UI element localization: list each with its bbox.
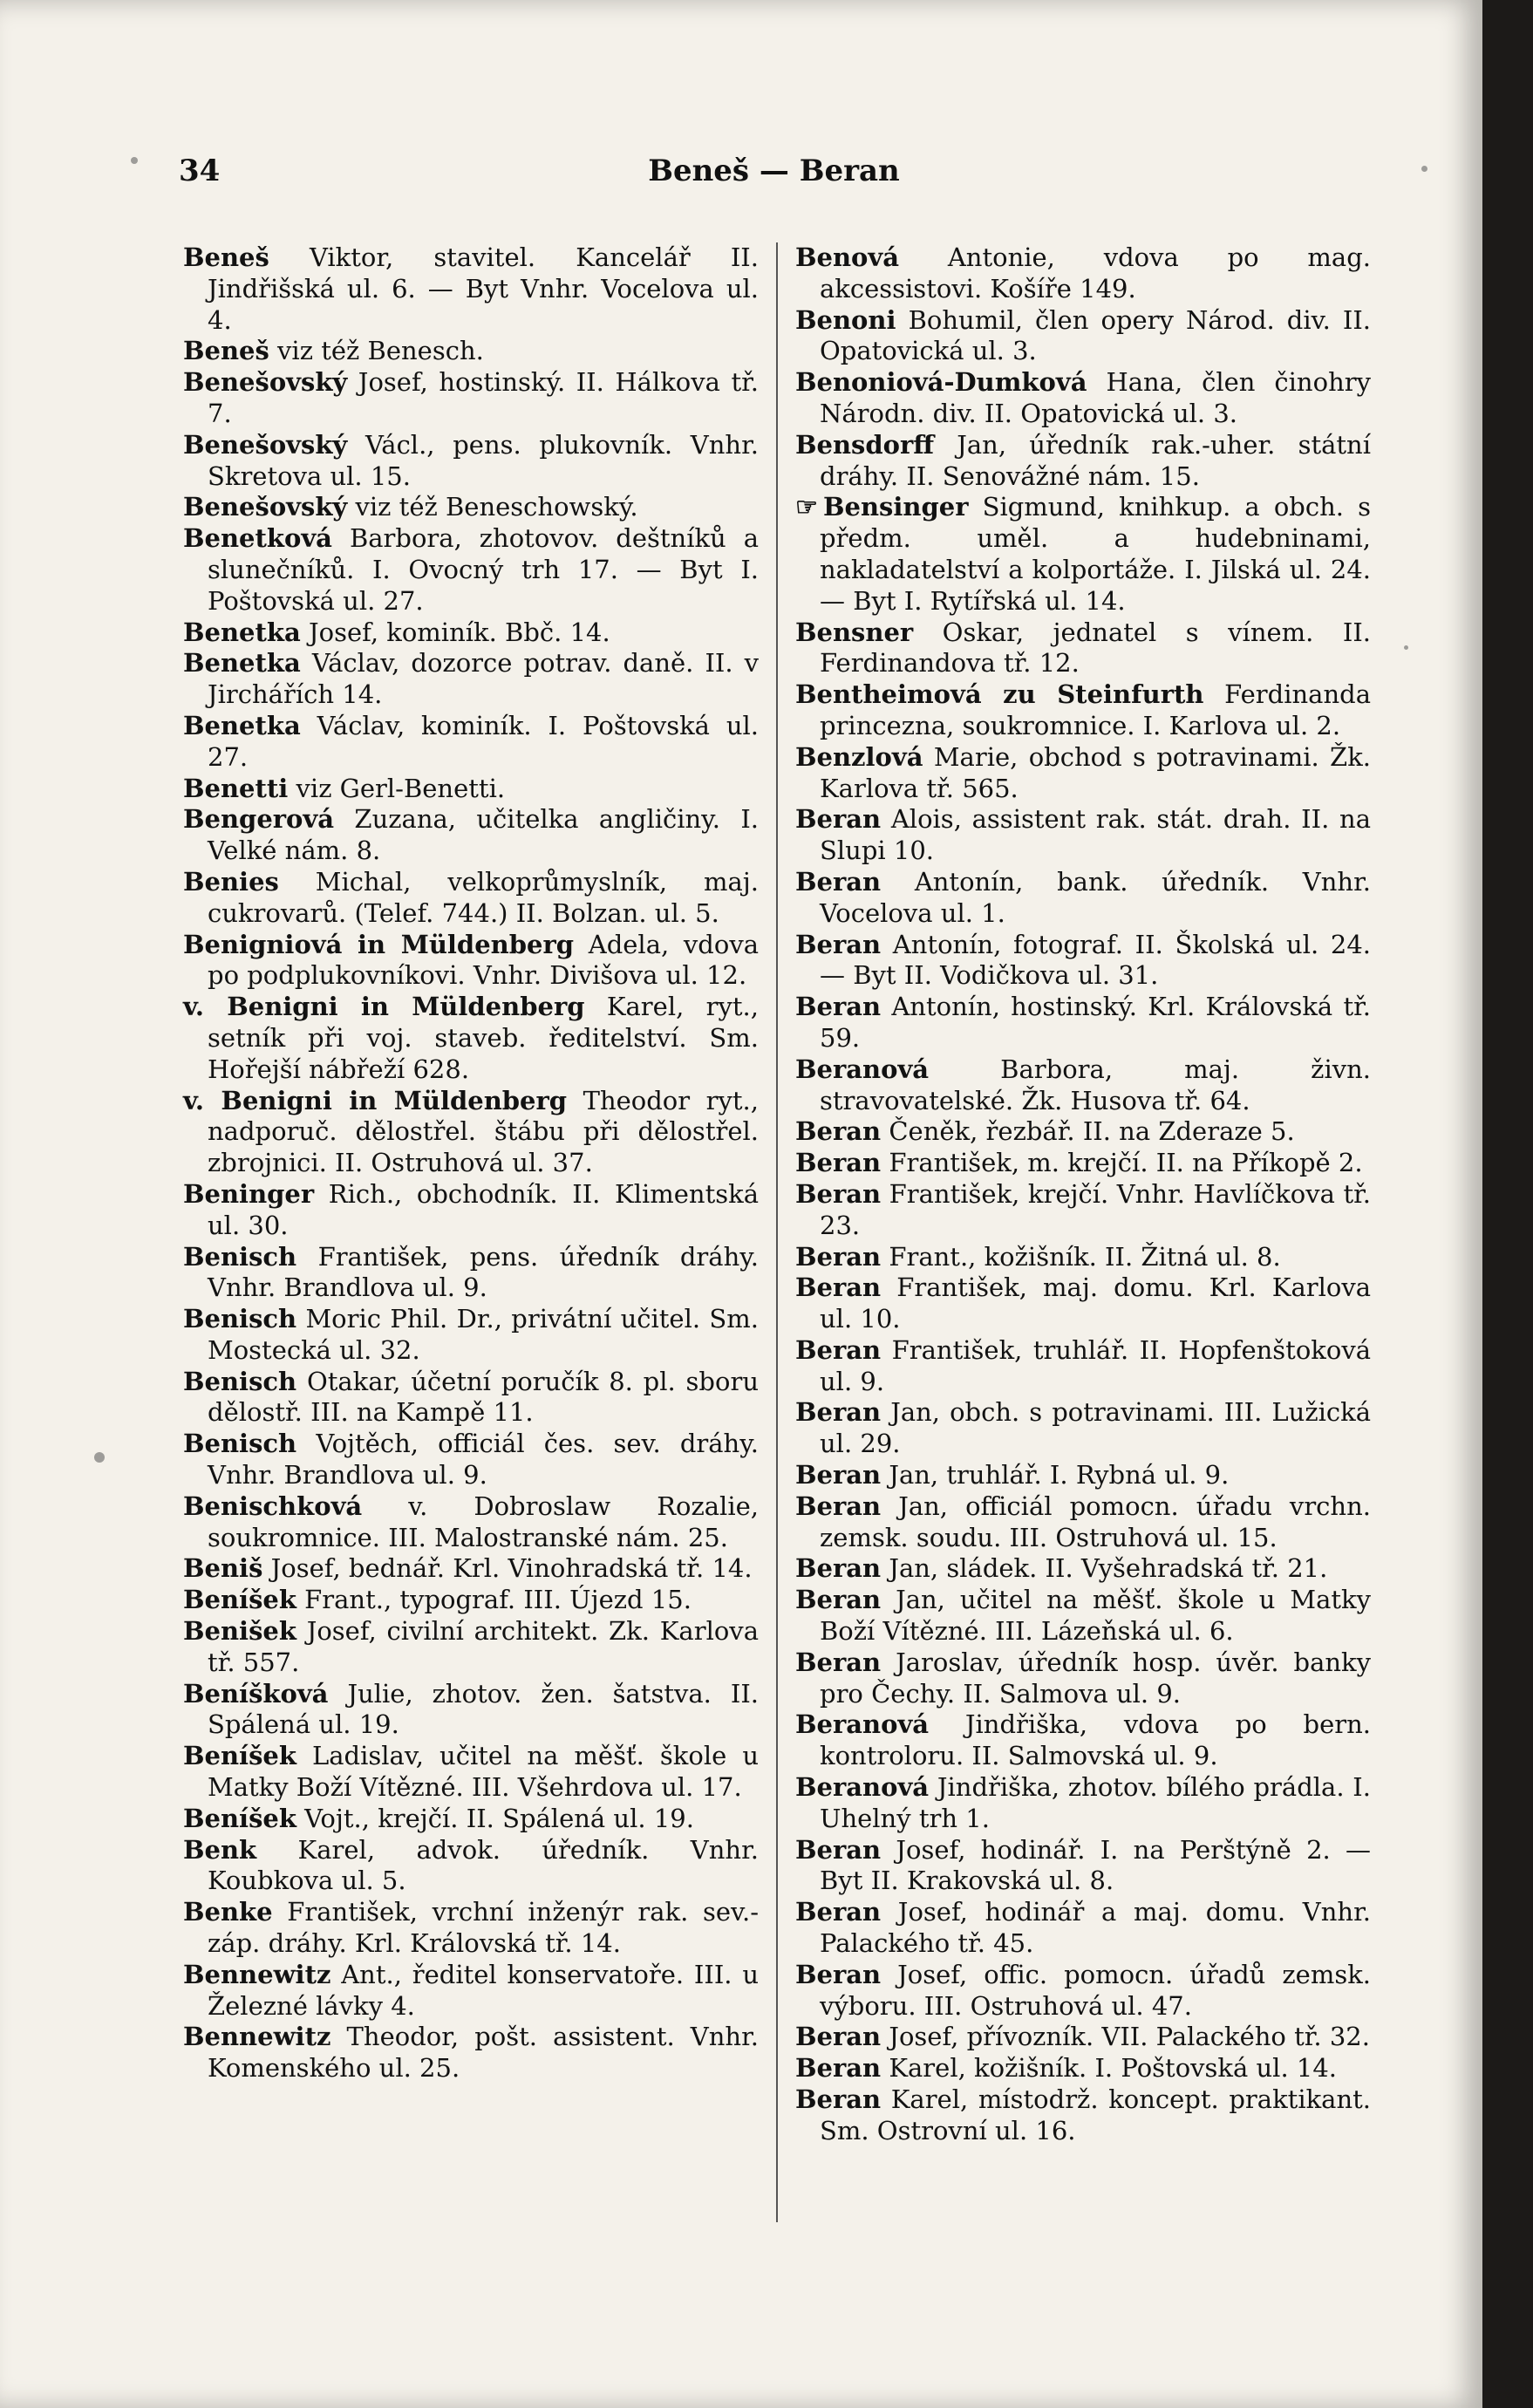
entry-details: Theodor ryt., nadporuč. dělostřel. štábu při dělostřel. zbrojnici. II. Ostruhová ul. 37. <box>208 1085 759 1178</box>
entry-surname: Beran <box>795 1241 882 1272</box>
entry-surname: Beníšek <box>183 1585 296 1615</box>
paper-speck <box>1404 645 1408 650</box>
directory-entry <box>183 242 759 336</box>
directory-entry <box>795 992 1371 1054</box>
entry-details: Václ., pens. plukovník. Vnhr. Skretova ul. 15. <box>208 429 759 491</box>
entry-details: Jindřiška, vdova po bern. kontroloru. II. Salmovská ul. 9. <box>820 1709 1371 1771</box>
directory-entry <box>795 305 1371 368</box>
directory-entry <box>183 1429 759 1491</box>
entry-details: Ladislav, učitel na měšť. škole u Matky Boží Vítězné. III. Všehrdova ul. 17. <box>208 1741 759 1803</box>
entry-details: Václav, kominík. I. Poštovská ul. 27. <box>208 710 759 772</box>
entry-details: Frant., typograf. III. Újezd 15. <box>296 1585 692 1615</box>
entry-surname: v. Benigni in Müldenberg <box>183 1085 568 1115</box>
entry-details: Josef, civilní architekt. Zk. Karlova tř. 557. <box>208 1616 759 1677</box>
entry-surname: Benzlová <box>795 741 923 772</box>
entry-details: Rich., obchodník. II. Klimentská ul. 30. <box>208 1178 759 1240</box>
entry-details: Bohumil, člen opery Národ. div. II. Opatovická ul. 3. <box>820 304 1371 366</box>
directory-entry <box>795 1553 1371 1585</box>
directory-entry <box>795 1585 1371 1647</box>
directory-entry <box>183 492 759 523</box>
directory-entry <box>183 1741 759 1804</box>
directory-entry <box>795 1897 1371 1960</box>
entry-details: Marie, obchod s potravinami. Žk. Karlova tř. 565. <box>820 741 1371 803</box>
entry-details: Jan, truhlář. I. Rybná ul. 9. <box>881 1460 1230 1491</box>
entry-details: Adela, vdova po podplukovníkovi. Vnhr. Divišova ul. 12. <box>208 929 759 991</box>
entry-surname: Benk <box>183 1834 257 1865</box>
directory-entry <box>795 1772 1371 1835</box>
directory-entry <box>183 774 759 805</box>
entry-surname: Beninger <box>183 1178 315 1209</box>
paper-speck <box>1421 166 1427 172</box>
entry-details: František, truhlář. II. Hopfenštoková ul. 9. <box>820 1334 1371 1396</box>
entry-details: Karel, ryt., setník při voj. staveb. ředitelství. Sm. Hořejší nábřeží 628. <box>208 992 759 1084</box>
directory-entry <box>183 1804 759 1835</box>
entry-details: Barbora, maj. živn. stravovatelské. Žk. Husova tř. 64. <box>820 1054 1371 1115</box>
entry-surname: Bengerová <box>183 804 335 835</box>
directory-entry <box>795 679 1371 742</box>
entry-surname: Benke <box>183 1897 273 1927</box>
entry-details: Jaroslav, úředník hosp. úvěr. banky pro Čechy. II. Salmova ul. 9. <box>820 1647 1371 1709</box>
entry-surname: Beranová <box>795 1709 930 1740</box>
entry-surname: Beran <box>795 1553 882 1584</box>
entry-surname: Beran <box>795 1647 882 1677</box>
entry-surname: Beníšek <box>183 1803 296 1833</box>
entry-surname: Beran <box>795 804 882 835</box>
directory-entry <box>795 1835 1371 1898</box>
entry-surname: Beran <box>795 1834 882 1865</box>
directory-entry <box>795 1397 1371 1460</box>
entry-surname: Beran <box>795 1397 882 1428</box>
entry-surname: Bensinger <box>823 492 969 522</box>
directory-entry <box>183 1835 759 1898</box>
directory-entry <box>795 742 1371 805</box>
entry-details: Frant., kožišník. II. Žitná ul. 8. <box>881 1241 1281 1272</box>
entry-surname: Beranová <box>795 1054 930 1084</box>
directory-entry <box>183 1616 759 1679</box>
entry-surname: Beran <box>795 1491 882 1521</box>
directory-entry <box>183 711 759 774</box>
entry-surname: Benisch <box>183 1304 297 1334</box>
directory-entry <box>795 1460 1371 1491</box>
entry-surname: Benetka <box>183 648 301 679</box>
entry-details: Hana, člen činohry Národn. div. II. Opatovická ul. 3. <box>820 367 1371 428</box>
directory-entry <box>183 367 759 430</box>
directory-entry <box>183 1367 759 1429</box>
entry-surname: Beran <box>795 866 882 897</box>
entry-surname: Beran <box>795 1585 882 1615</box>
entry-surname: Benisch <box>183 1241 297 1272</box>
entry-details: Barbora, zhotovov. deštníků a slunečníků. I. Ovocný trh 17. — Byt I. Poštovská ul. 27. <box>208 523 759 616</box>
directory-entry <box>183 336 759 367</box>
entry-surname: v. Benigni in Müldenberg <box>183 992 585 1022</box>
entry-surname: Beran <box>795 1148 882 1178</box>
directory-entry <box>795 867 1371 930</box>
entry-details: Josef, kominík. Bbč. 14. <box>300 617 610 647</box>
entry-details: Otakar, účetní poručík 8. pl. sboru dělostř. III. na Kampě 11. <box>208 1366 759 1428</box>
entry-surname: Benetti <box>183 773 289 803</box>
entry-details: viz též Beneschowský. <box>347 492 638 522</box>
directory-entry <box>183 1960 759 2023</box>
entry-surname: Bentheimová zu Steinfurth <box>795 679 1204 710</box>
directory-entry <box>183 1491 759 1554</box>
entry-surname: Benischková <box>183 1491 363 1521</box>
entry-surname: Benisch <box>183 1429 297 1459</box>
entry-surname: Benešovský <box>183 492 348 522</box>
entry-details: Josef, přívozník. VII. Palackého tř. 32. <box>881 2022 1370 2052</box>
entry-details: Theodor, pošt. assistent. Vnhr. Komenského ul. 25. <box>208 2022 759 2084</box>
entry-surname: Beran <box>795 1334 882 1365</box>
directory-entry <box>795 1335 1371 1398</box>
entry-details: viz Gerl-Benetti. <box>288 773 506 803</box>
directory-entry <box>795 2022 1371 2053</box>
directory-entry <box>795 2084 1371 2147</box>
entry-details: František, m. krejčí. II. na Příkopě 2. <box>881 1148 1363 1178</box>
entry-surname: Beran <box>795 1959 882 1989</box>
entry-details: Jan, obch. s potravinami. III. Lužická ul. 29. <box>820 1397 1371 1459</box>
directory-entry <box>795 2053 1371 2084</box>
entry-surname: Beran <box>795 1272 882 1303</box>
directory-entry <box>183 1585 759 1616</box>
directory-entry <box>183 1679 759 1742</box>
directory-entry <box>795 930 1371 993</box>
entry-surname: Beran <box>795 2053 882 2084</box>
entry-details: Ant., ředitel konservatoře. III. u Železné lávky 4. <box>208 1959 759 2021</box>
directory-entry <box>795 1491 1371 1554</box>
directory-entry <box>795 1272 1371 1335</box>
entry-surname: Beran <box>795 1116 882 1147</box>
page-header <box>179 147 1369 199</box>
entry-surname: Benišek <box>183 1616 296 1647</box>
directory-entry <box>795 804 1371 867</box>
entry-surname: Beniš <box>183 1553 263 1584</box>
entry-surname: Beran <box>795 1897 882 1927</box>
entry-details: Viktor, stavitel. Kancelář II. Jindřišská ul. 6. — Byt Vnhr. Vocelova ul. 4. <box>208 242 759 335</box>
right-column <box>795 242 1371 2235</box>
entry-details: Moric Phil. Dr., privátní učitel. Sm. Mostecká ul. 32. <box>208 1304 759 1365</box>
entry-surname: Benisch <box>183 1366 297 1396</box>
entry-details: František, krejčí. Vnhr. Havlíčkova tř. 23. <box>820 1178 1371 1240</box>
entry-details: Jan, sládek. II. Vyšehradská tř. 21. <box>881 1553 1328 1584</box>
paper-speck <box>131 157 138 164</box>
entry-details: Karel, kožišník. I. Poštovská ul. 14. <box>881 2053 1338 2084</box>
column-divider <box>776 242 778 2222</box>
entry-details: Karel, advok. úředník. Vnhr. Koubkova ul. 5. <box>208 1834 759 1896</box>
directory-entry <box>795 617 1371 680</box>
entry-surname: Benešovský <box>183 429 348 460</box>
directory-entry <box>795 1960 1371 2023</box>
directory-entry <box>183 648 759 711</box>
entry-details: Zuzana, učitelka angličiny. I. Velké nám. 8. <box>208 804 759 866</box>
pointing-hand-icon: ☞ <box>795 492 818 522</box>
entry-surname: Benoniová-Dumková <box>795 367 1087 398</box>
entry-details: František, maj. domu. Krl. Karlova ul. 10. <box>820 1272 1371 1334</box>
entry-details: Josef, hodinář. I. na Perštýně 2. — Byt II. Krakovská ul. 8. <box>820 1834 1371 1896</box>
directory-entry <box>183 430 759 493</box>
directory-entry <box>795 492 1371 617</box>
entry-details: Antonín, bank. úředník. Vnhr. Vocelova ul. 1. <box>820 866 1371 928</box>
directory-entry <box>795 367 1371 430</box>
directory-entry <box>183 992 759 1085</box>
entry-surname: Beran <box>795 1178 882 1209</box>
directory-entry <box>183 617 759 649</box>
entry-details: Václav, dozorce potrav. daně. II. v Jirchářích 14. <box>208 648 759 710</box>
entry-surname: Bennewitz <box>183 1959 331 1989</box>
entry-surname: Beran <box>795 2084 882 2115</box>
directory-entry <box>183 1179 759 1242</box>
directory-entry <box>183 1242 759 1305</box>
entry-details: Oskar, jednatel s vínem. II. Ferdinandova tř. 12. <box>820 617 1371 679</box>
entry-details: Vojtěch, officiál čes. sev. dráhy. Vnhr. Brandlova ul. 9. <box>208 1429 759 1491</box>
entry-details: Josef, hodinář a maj. domu. Vnhr. Palackého tř. 45. <box>820 1897 1371 1959</box>
entry-surname: Benoni <box>795 304 896 335</box>
entry-surname: Beranová <box>795 1772 930 1803</box>
directory-entry <box>183 1897 759 1960</box>
directory-entry <box>795 242 1371 305</box>
entry-surname: Beran <box>795 992 882 1022</box>
directory-entry <box>795 1709 1371 1772</box>
entry-surname: Benetka <box>183 710 301 740</box>
entry-surname: Benies <box>183 866 279 897</box>
entry-details: Vojt., krejčí. II. Spálená ul. 19. <box>296 1803 694 1833</box>
entry-details: Julie, zhotov. žen. šatstva. II. Spálená ul. 19. <box>208 1678 759 1740</box>
entry-details: Jan, učitel na měšť. škole u Matky Boží Vítězné. III. Lázeňská ul. 6. <box>820 1585 1371 1647</box>
directory-entry <box>795 430 1371 493</box>
directory-entry <box>183 1304 759 1367</box>
entry-details: František, vrchní inženýr rak. sev.-záp. dráhy. Krl. Královská tř. 14. <box>208 1897 759 1959</box>
entry-surname: Beran <box>795 929 882 959</box>
entry-details: Jindřiška, zhotov. bílého prádla. I. Uhelný trh 1. <box>820 1772 1371 1833</box>
entry-surname: Bennewitz <box>183 2022 331 2052</box>
page-number: 34 <box>179 153 221 188</box>
directory-entry <box>183 523 759 617</box>
entry-surname: Benešovský <box>183 367 348 398</box>
entry-surname: Benetka <box>183 617 301 647</box>
entry-surname: Beneš <box>183 242 269 272</box>
directory-entry <box>183 930 759 993</box>
entry-surname: Bensner <box>795 617 914 647</box>
entry-details: Ferdinanda princezna, soukromnice. I. Karlova ul. 2. <box>820 679 1371 740</box>
entry-details: Jan, officiál pomocn. úřadu vrchn. zemsk. soudu. III. Ostruhová ul. 15. <box>820 1491 1371 1552</box>
entry-details: v. Dobroslaw Rozalie, soukromnice. III. Malostranské nám. 25. <box>208 1491 759 1552</box>
directory-entry <box>795 1179 1371 1242</box>
directory-entry <box>183 1086 759 1179</box>
entry-details: Antonín, fotograf. II. Školská ul. 24. — Byt II. Vodičkova ul. 31. <box>820 929 1371 991</box>
entry-details: Čeněk, řezbář. II. na Zderaze 5. <box>881 1116 1295 1147</box>
entry-details: Antonín, hostinský. Krl. Královská tř. 59. <box>820 992 1371 1053</box>
entry-details: viz též Benesch. <box>269 336 484 366</box>
directory-entry <box>183 867 759 930</box>
entry-details: Karel, místodrž. koncept. praktikant. Sm. Ostrovní ul. 16. <box>820 2084 1371 2145</box>
entry-surname: Beran <box>795 2022 882 2052</box>
running-head: Beneš — Beran <box>648 153 900 188</box>
directory-entry <box>795 1242 1371 1273</box>
entry-surname: Benigniová in Müldenberg <box>183 929 575 959</box>
directory-entry <box>183 1553 759 1585</box>
directory-entry <box>183 804 759 867</box>
entry-details: Josef, offic. pomocn. úřadů zemsk. výboru. III. Ostruhová ul. 47. <box>820 1959 1371 2021</box>
entry-surname: Benová <box>795 242 900 272</box>
directory-entry <box>795 1116 1371 1148</box>
entry-surname: Beran <box>795 1460 882 1491</box>
directory-entry <box>795 1054 1371 1117</box>
entry-surname: Bensdorff <box>795 429 935 460</box>
entry-details: Michal, velkoprůmyslník, maj. cukrovarů. (Telef. 744.) II. Bolzan. ul. 5. <box>208 866 759 928</box>
entry-surname: Beníšková <box>183 1678 329 1709</box>
directory-entry <box>795 1647 1371 1710</box>
entry-details: Josef, hostinský. II. Hálkova tř. 7. <box>208 367 759 428</box>
left-column <box>183 242 759 2235</box>
entry-details: Jan, úředník rak.-uher. státní dráhy. II. Senovážné nám. 15. <box>820 429 1371 491</box>
entry-details: Alois, assistent rak. stát. drah. II. na Slupi 10. <box>820 804 1371 866</box>
paper-speck <box>94 1452 105 1463</box>
entry-surname: Beníšek <box>183 1741 296 1771</box>
directory-entry <box>795 1148 1371 1179</box>
entry-details: Antonie, vdova po mag. akcessistovi. Košíře 149. <box>820 242 1371 304</box>
entry-details: František, pens. úředník dráhy. Vnhr. Brandlova ul. 9. <box>208 1241 759 1303</box>
entry-surname: Benetková <box>183 523 332 554</box>
entry-details: Josef, bednář. Krl. Vinohradská tř. 14. <box>262 1553 753 1584</box>
directory-entry <box>183 2022 759 2084</box>
entry-details: Sigmund, knihkup. a obch. s předm. uměl. a hudebninami, nakladatelství a kolportáže. I. Jilská ul. 24. — Byt I. Rytířská ul. 14. <box>820 492 1371 616</box>
entry-surname: Beneš <box>183 336 269 366</box>
